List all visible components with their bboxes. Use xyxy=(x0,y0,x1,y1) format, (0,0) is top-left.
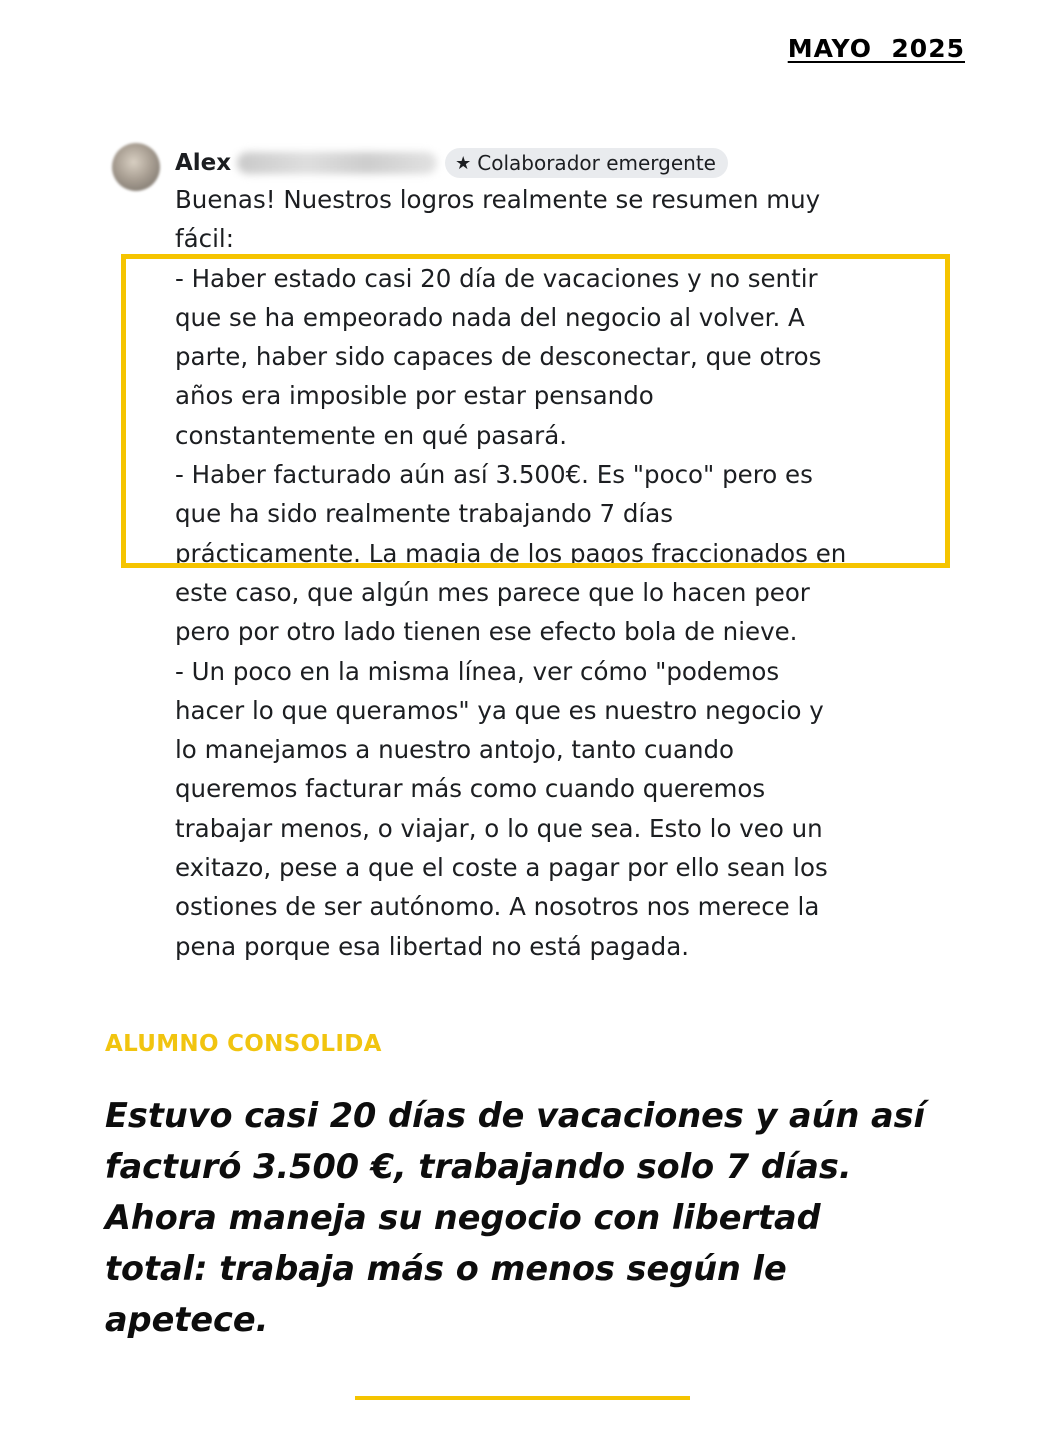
comment-line: ostiones de ser autónomo. A nosotros nos merece la xyxy=(175,892,820,922)
comment-line: prácticamente. La magia de los pagos fraccionados en xyxy=(175,538,847,568)
comment-line: parte, haber sido capaces de desconectar, que otros xyxy=(175,342,822,372)
summary-line: facturó 3.500 €, trabajando solo 7 días. xyxy=(105,1147,852,1186)
avatar[interactable] xyxy=(112,143,160,191)
comment-line: - Haber estado casi 20 día de vacaciones y no sentir xyxy=(175,263,818,293)
star-icon: ★ xyxy=(455,152,472,174)
badge-label: Colaborador emergente xyxy=(477,151,716,175)
comment-line: exitazo, pese a que el coste a pagar por ello sean los xyxy=(175,853,828,883)
comment-line: pero por otro lado tienen ese efecto bola de nieve. xyxy=(175,617,798,647)
comment-line: trabajar menos, o viajar, o lo que sea. Esto lo veo un xyxy=(175,813,823,843)
author-surname-redacted xyxy=(237,152,437,174)
summary-text xyxy=(105,1090,985,1345)
comment-line: hacer lo que queramos" ya que es nuestro negocio y xyxy=(175,695,824,725)
summary-line: total: trabaja más o menos según le xyxy=(105,1249,787,1288)
comment-line: años era imposible por estar pensando xyxy=(175,381,654,411)
comment-line: Buenas! Nuestros logros realmente se resumen muy xyxy=(175,185,821,214)
bottom-divider xyxy=(355,1396,690,1400)
summary-line: Estuvo casi 20 días de vacaciones y aún así xyxy=(105,1096,925,1135)
summary-line: apetece. xyxy=(105,1300,269,1339)
section-label: ALUMNO CONSOLIDA xyxy=(105,1031,382,1057)
contributor-badge xyxy=(445,148,728,178)
comment-line: - Haber facturado aún así 3.500€. Es "poco" pero es xyxy=(175,460,813,490)
comment-line: constantemente en qué pasará. xyxy=(175,420,568,450)
comment-line: que se ha empeorado nada del negocio al volver. A xyxy=(175,302,805,332)
comment-line: - Un poco en la misma línea, ver cómo "podemos xyxy=(175,656,780,686)
comment-line: que ha sido realmente trabajando 7 días xyxy=(175,499,673,529)
comment-line: lo manejamos a nuestro antojo, tanto cuando xyxy=(175,735,735,765)
comment-line: este caso, que algún mes parece que lo hacen peor xyxy=(175,577,810,607)
summary-line: Ahora maneja su negocio con libertad xyxy=(105,1198,821,1237)
comment-line: pena porque esa libertad no está pagada. xyxy=(175,931,690,961)
comment-line: queremos facturar más como cuando queremos xyxy=(175,774,766,804)
comment-line: fácil: xyxy=(175,224,234,254)
date-label: MAYO 2025 xyxy=(787,34,965,63)
highlight-box xyxy=(121,254,950,568)
author-name[interactable]: Alex xyxy=(175,150,232,176)
post-author-row xyxy=(175,146,728,180)
